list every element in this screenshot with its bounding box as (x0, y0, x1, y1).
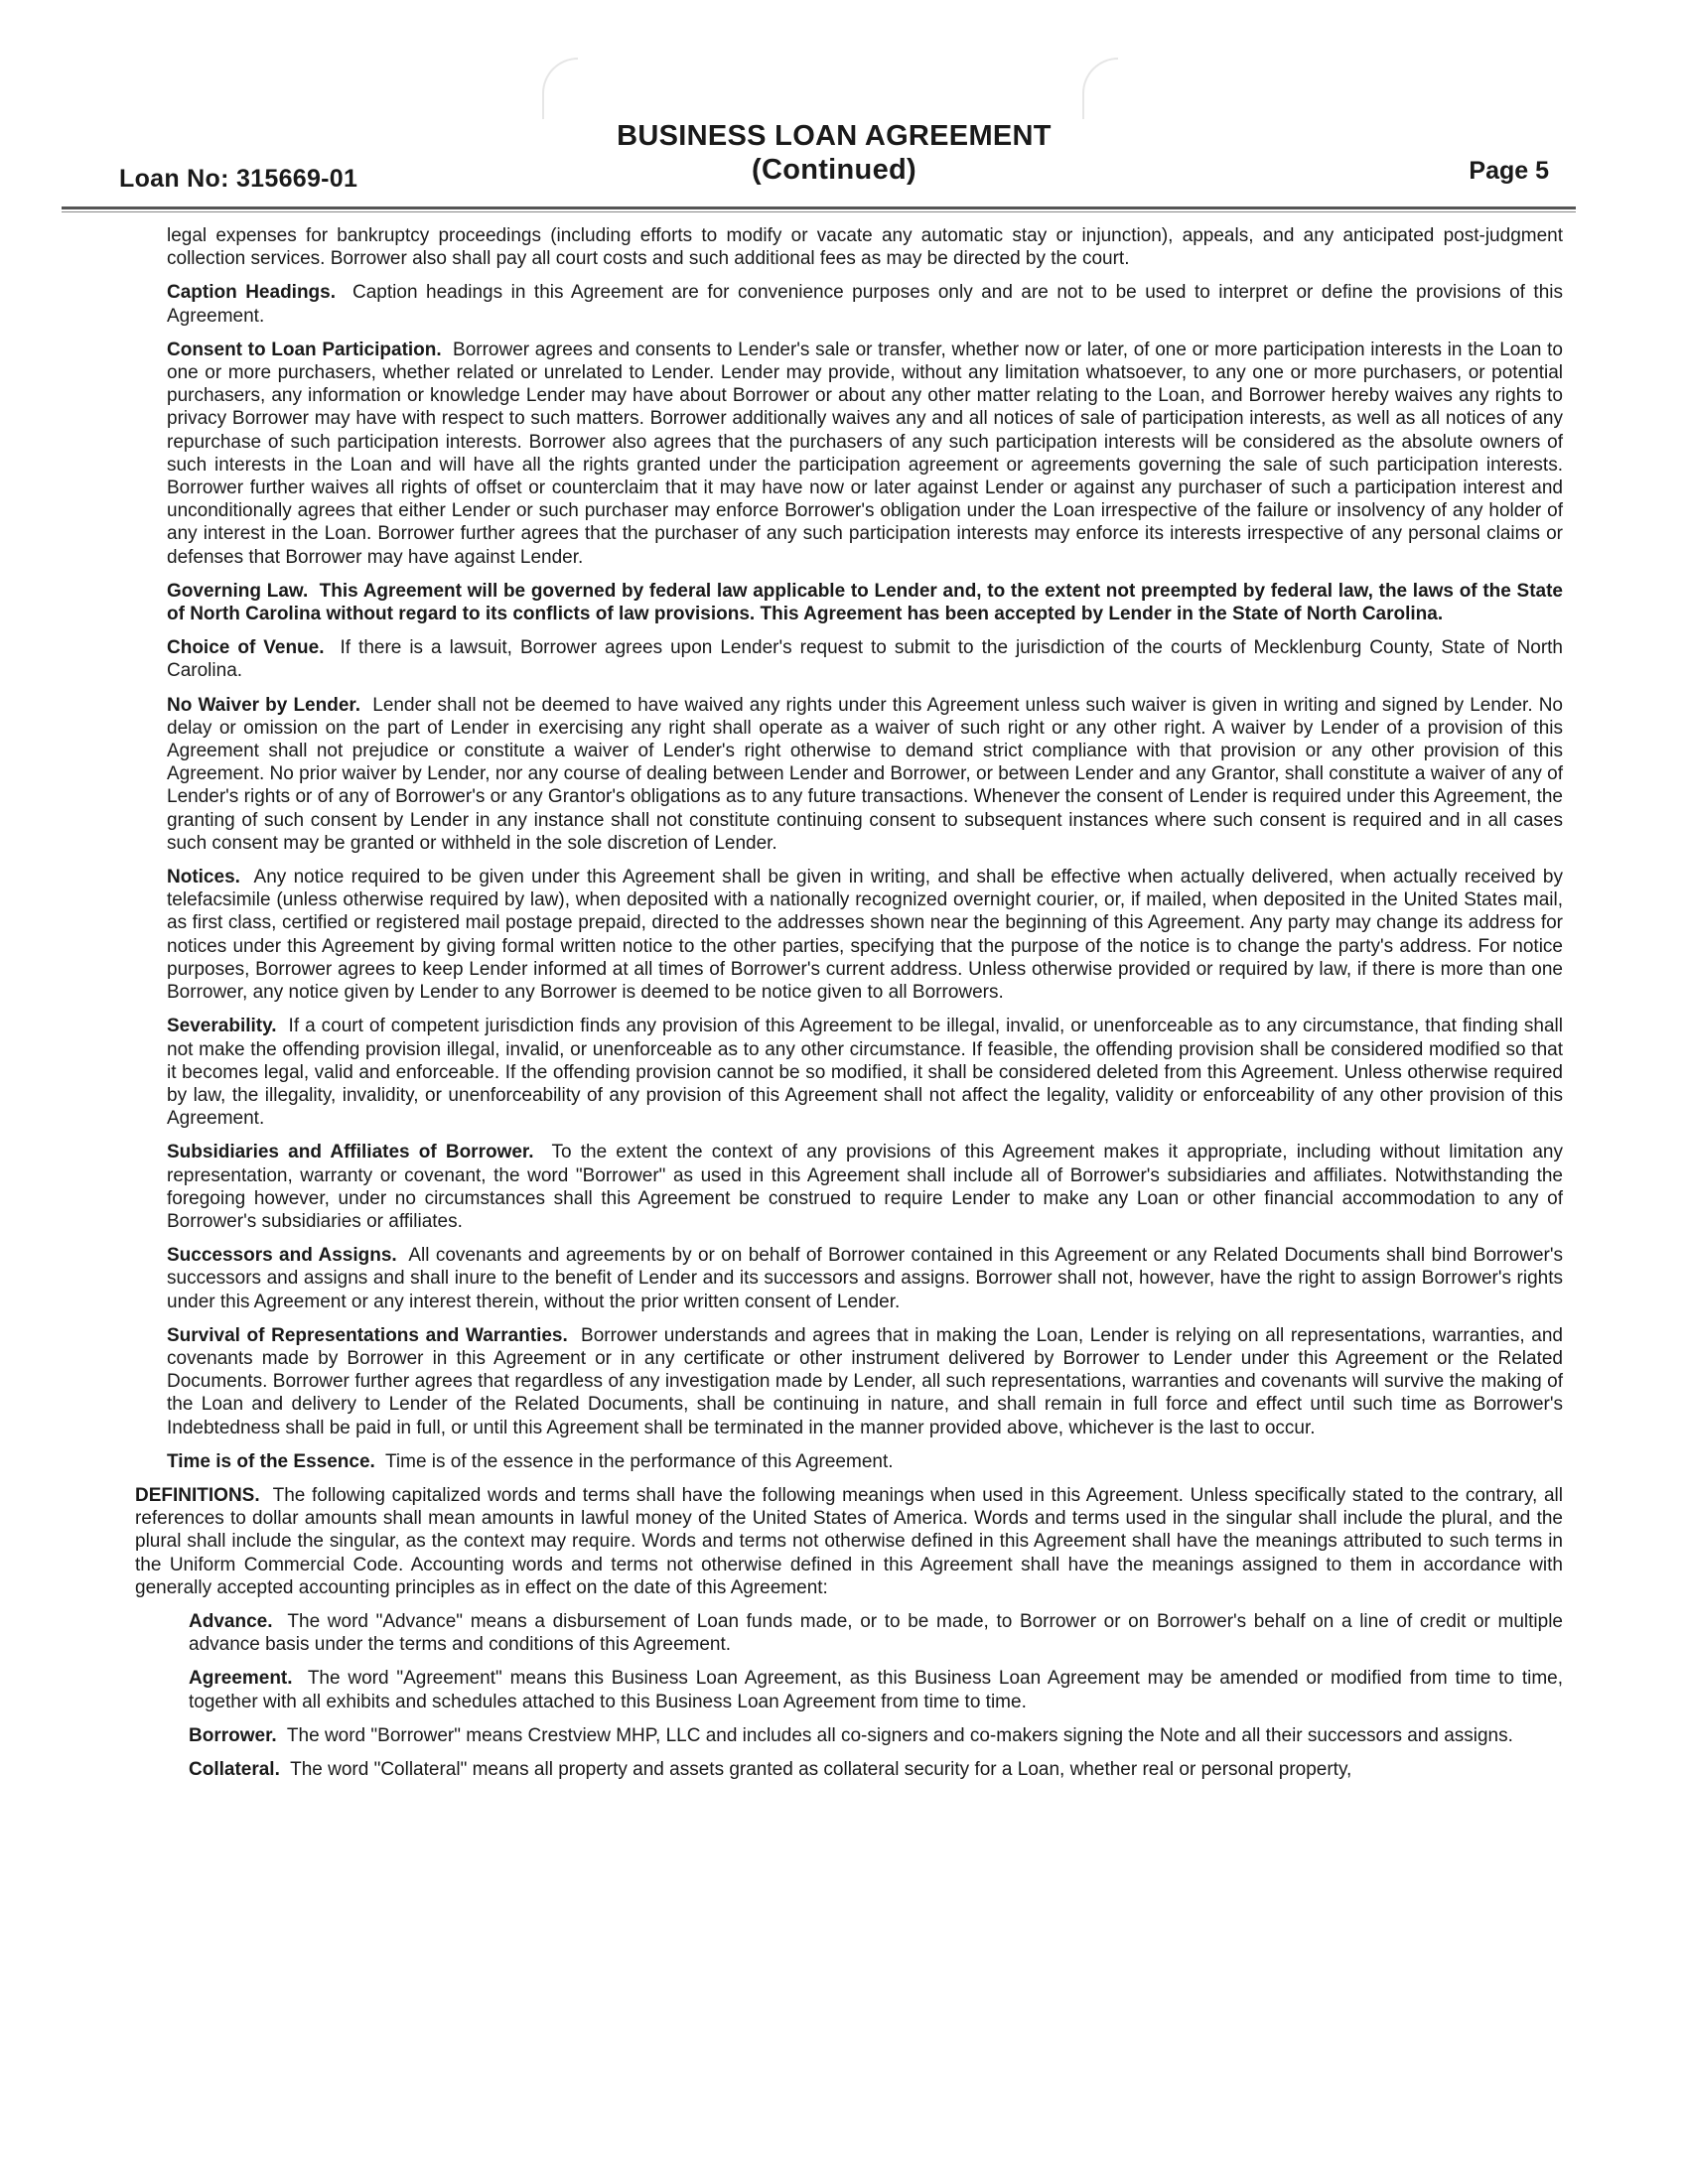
section-text: All covenants and agreements by or on behalf of Borrower contained in this Agreement or any Related Documents shall bind Borrower's successors and assigns and shall inure to the benefit of Lender and its successors and assigns. Borrower shall not, however, have the right to assign Borrower's rights under this Agreement or any interest therein, without the prior written consent of Lender. (167, 1245, 1563, 1312)
scan-artifact-left (542, 58, 578, 119)
definition-text: The word "Agreement" means this Business Loan Agreement, as this Business Loan Agreement may be amended or modified from time to time, together with all exhibits and schedules attached to this Business Loan Agreement from time to time. (189, 1668, 1563, 1712)
section-heading: Caption Headings. (167, 282, 337, 304)
section-text: Lender shall not be deemed to have waived any rights under this Agreement unless such waiver is given in writing and signed by Lender. No delay or omission on the part of Lender in exercising any right shall operate as a waiver of such right or any other right. A waiver by Lender of a provision of this Agreement shall not prejudice or constitute a waiver of Lender's right otherwise to demand strict compliance with that provision or any other provision of this Agreement. No prior waiver by Lender, nor any course of dealing between Lender and Borrower, or between Lender and any Grantor, shall constitute a waiver of any of Lender's rights or of any of Borrower's or any Grantor's obligations as to any future transactions. Whenever the consent of Lender is required under this Agreement, the granting of such consent by Lender in any instance shall not constitute continuing consent to subsequent instances where such consent is required and in all cases such consent may be granted or withheld in the sole discretion of Lender. (167, 694, 1564, 854)
document-title: BUSINESS LOAN AGREEMENT (617, 120, 1052, 152)
section-severability (167, 1015, 1563, 1130)
section-heading: Choice of Venue. (167, 637, 325, 659)
section-text: Time is of the essence in the performance of this Agreement. (385, 1450, 894, 1472)
header-rule (62, 206, 1576, 209)
section-heading: Successors and Assigns. (167, 1245, 397, 1267)
section-heading: DEFINITIONS. (135, 1484, 260, 1506)
section-text: This Agreement will be governed by federal law applicable to Lender and, to the extent not preempted by federal law, the laws of the State of North Carolina without regard to its conflicts of law provisions. This Agreement has been accepted by Lender in the State of North Carolina. (167, 580, 1563, 625)
section-text: If a court of competent jurisdiction finds any provision of this Agreement to be illegal, invalid, or unenforceable as to any circumstance, that finding shall not make the offending provision illegal, invalid, or unenforceable as to any other circumstance. If feasible, the offending provision shall be considered modified so that it becomes legal, valid and enforceable. If the offending provision cannot be so modified, it shall be considered deleted from this Agreement. Unless otherwise required by law, the illegality, invalidity, or unenforceability of any provision of this Agreement shall not affect the legality, validity or enforceability of any other provision of this Agreement. (167, 1016, 1563, 1130)
section-heading: Consent to Loan Participation. (167, 339, 442, 360)
document-title-block (119, 119, 1549, 187)
section-definitions (135, 1484, 1563, 1599)
section-heading: Subsidiaries and Affiliates of Borrower. (167, 1142, 534, 1163)
definition-text: The word "Collateral" means all property and assets granted as collateral security for a Loan, whether real or personal property, (290, 1758, 1352, 1780)
definition-term: Agreement. (189, 1668, 293, 1690)
section-successors (167, 1244, 1563, 1313)
section-text: Any notice required to be given under this Agreement shall be given in writing, and shall be effective when actually delivered, when actually received by telefacsimile (unless otherwise required by law), when deposited with a nationally recognized overnight courier, or, if mailed, when deposited in the United States mail, as first class, certified or registered mail postage prepaid, directed to the addresses shown near the beginning of this Agreement. Any party may change its address for notices under this Agreement by giving formal written notice to the other parties, specifying that the purpose of the notice is to change the party's address. For notice purposes, Borrower agrees to keep Lender informed at all times of Borrower's current address. Unless otherwise provided or required by law, if there is more than one Borrower, any notice given by Lender to any Borrower is deemed to be notice given to all Borrowers. (167, 867, 1563, 1004)
definition-advance (189, 1610, 1563, 1656)
page-number: Page 5 (1469, 157, 1549, 185)
section-heading: Governing Law. (167, 580, 309, 602)
section-text: Borrower agrees and consents to Lender's sale or transfer, whether now or later, of one or more participation interests in the Loan to one or more purchasers, whether related or unrelated to Lender. Lender may provide, without any limitation whatsoever, to any one or more purchasers, or potential purchasers, any information or knowledge Lender may have about Borrower or about any other matter relating to the Loan, and Borrower hereby waives any rights to privacy Borrower may have with respect to such matters. Borrower additionally waives any and all notices of sale of participation interests, as well as all notices of any repurchase of such participation interests. Borrower also agrees that the purchasers of any such participation interests will be considered as the absolute owners of such interests in the Loan and will have all the rights granted under the participation agreement or agreements governing the sale of such participation interests. Borrower further waives all rights of offset or counterclaim that it may have now or later against Lender or against any purchaser of such a participation interest and unconditionally agrees that either Lender or such purchaser may enforce Borrower's obligation under the Loan irrespective of the failure or insolvency of any holder of any interest in the Loan. Borrower further agrees that the purchaser of any such participation interests may enforce its interests irrespective of any personal claims or defenses that Borrower may have against Lender. (167, 339, 1563, 568)
section-subsidiaries (167, 1141, 1563, 1233)
section-heading: Severability. (167, 1016, 277, 1037)
section-survival (167, 1324, 1563, 1439)
definition-collateral (189, 1758, 1563, 1781)
section-no-waiver (167, 694, 1563, 855)
definition-borrower (189, 1724, 1563, 1747)
loan-number: Loan No: 315669-01 (119, 165, 358, 193)
section-heading: Time is of the Essence. (167, 1450, 375, 1472)
section-caption-headings (167, 281, 1563, 327)
section-heading: Survival of Representations and Warranties. (167, 1324, 568, 1346)
agreement-body (135, 224, 1563, 1792)
header-rule-thin (62, 211, 1576, 212)
page-header (119, 119, 1549, 199)
section-consent-participation (167, 339, 1563, 569)
section-notices (167, 866, 1563, 1004)
section-text: Caption headings in this Agreement are for convenience purposes only and are not to be used to interpret or define the provisions of this Agreement. (167, 282, 1563, 327)
definition-agreement (189, 1667, 1563, 1712)
section-text: Borrower understands and agrees that in making the Loan, Lender is relying on all representations, warranties, and covenants made by Borrower in this Agreement or in any certificate or other instrument delivered by Borrower to Lender under this Agreement or the Related Documents. Borrower further agrees that regardless of any investigation made by Lender, all such representations, warranties and covenants will survive the making of the Loan and delivery to Lender of the Related Documents, shall be continuing in nature, and shall remain in full force and effect until such time as Borrower's Indebtedness shall be paid in full, or until this Agreement shall be terminated in the manner provided above, whichever is the last to occur. (167, 1324, 1563, 1438)
section-choice-of-venue (167, 636, 1563, 682)
section-heading: Notices. (167, 867, 240, 888)
definition-term: Advance. (189, 1610, 273, 1632)
document-subtitle: (Continued) (752, 154, 916, 186)
section-text: To the extent the context of any provisions of this Agreement makes it appropriate, including without limitation any representation, warranty or covenant, the word "Borrower" as used in this Agreement shall include all of Borrower's subsidiaries and affiliates. Notwithstanding the foregoing however, under no circumstances shall this Agreement be construed to require Lender to make any Loan or other financial accommodation to any of Borrower's subsidiaries or affiliates. (167, 1142, 1564, 1232)
section-time-essence (167, 1450, 1563, 1473)
section-heading: No Waiver by Lender. (167, 694, 361, 716)
section-governing-law (167, 580, 1563, 625)
section-text: If there is a lawsuit, Borrower agrees upon Lender's request to submit to the jurisdiction of the courts of Mecklenburg County, State of North Carolina. (167, 637, 1563, 682)
intro-paragraph: legal expenses for bankruptcy proceedings (including efforts to modify or vacate any automatic stay or injunction), appeals, and any anticipated post-judgment collection services. Borrower also shall pay all court costs and such additional fees as may be directed by the court. (167, 225, 1563, 270)
definition-term: Borrower. (189, 1724, 277, 1746)
scan-artifact-right (1082, 58, 1118, 119)
definition-term: Collateral. (189, 1758, 280, 1780)
section-text: The following capitalized words and terms shall have the following meanings when used in this Agreement. Unless specifically stated to the contrary, all references to dollar amounts shall mean amounts in lawful money of the United States of America. Words and terms used in the singular shall include the plural, and the plural shall include the singular, as the context may require. Words and terms not otherwise defined in this Agreement shall have the meanings attributed to such terms in the Uniform Commercial Code. Accounting words and terms not otherwise defined in this Agreement shall have the meanings assigned to them in accordance with generally accepted accounting principles as in effect on the date of this Agreement: (135, 1484, 1564, 1598)
definition-text: The word "Advance" means a disbursement of Loan funds made, or to be made, to Borrower or on Borrower's behalf on a line of credit or multiple advance basis under the terms and conditions of this Agreement. (189, 1610, 1563, 1656)
definition-text: The word "Borrower" means Crestview MHP, LLC and includes all co-signers and co-makers signing the Note and all their successors and assigns. (286, 1724, 1513, 1746)
